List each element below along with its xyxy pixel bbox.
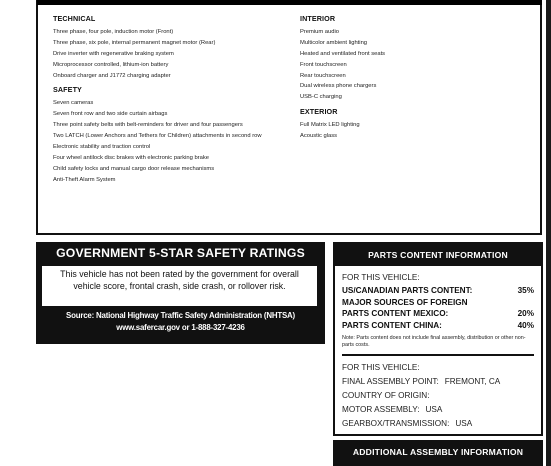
blank-area bbox=[36, 344, 325, 466]
gearbox-value: USA bbox=[455, 419, 473, 428]
feature-item: Three point safety belts with belt-reminders for driver and four passengers bbox=[53, 122, 243, 129]
parts-content-body bbox=[342, 273, 534, 431]
source-line: www.safercar.gov or 1-888-327-4236 bbox=[116, 322, 245, 332]
feature-item: Full Matrix LED lighting bbox=[300, 122, 360, 129]
feature-item: Three phase, six pole, internal permanent magnet motor (Rear) bbox=[53, 39, 216, 46]
features-header-bar bbox=[37, 0, 542, 5]
feature-item: Seven cameras bbox=[53, 100, 94, 107]
interior-heading: INTERIOR bbox=[300, 14, 336, 23]
technical-heading: TECHNICAL bbox=[53, 14, 96, 23]
feature-item: Two LATCH (Lower Anchors and Tethers for Children) attachments in second row bbox=[53, 133, 262, 140]
feature-item: Acoustic glass bbox=[300, 133, 338, 140]
government-ratings-notice: This vehicle has not been rated by the government for overall vehicle score, frontal crash, side crash, or rollover risk. bbox=[42, 266, 317, 306]
motor-assembly-value: USA bbox=[425, 405, 443, 414]
china-row bbox=[342, 320, 534, 332]
feature-item: Seven front row and two side curtain airbags bbox=[53, 111, 168, 118]
government-ratings-panel bbox=[36, 242, 325, 466]
exterior-heading: EXTERIOR bbox=[300, 107, 338, 117]
china-label: PARTS CONTENT CHINA: bbox=[342, 320, 442, 330]
features-left-column bbox=[53, 15, 303, 188]
country-origin-label: COUNTRY OF ORIGIN: bbox=[342, 391, 430, 400]
mexico-row bbox=[342, 308, 534, 320]
government-ratings-source bbox=[36, 310, 325, 333]
feature-item: Onboard charger and J1772 charging adapter bbox=[53, 72, 171, 79]
government-ratings-title: GOVERNMENT 5-STAR SAFETY RATINGS bbox=[56, 246, 305, 260]
feature-item: Child safety locks and manual cargo door release mechanisms bbox=[53, 165, 215, 172]
parts-content-panel bbox=[333, 242, 543, 436]
feature-item: Three phase, four pole, induction motor (Front) bbox=[53, 29, 174, 35]
feature-item: Microprocessor controlled, lithium-ion battery bbox=[53, 61, 169, 68]
feature-item: Heated and ventilated front seats bbox=[300, 50, 386, 57]
feature-item: Dual wireless phone chargers bbox=[300, 83, 377, 90]
feature-item: Anti-Theft Alarm System bbox=[53, 176, 116, 183]
major-sources-label: MAJOR SOURCES OF FOREIGN bbox=[342, 297, 468, 307]
us-canadian-label: US/CANADIAN PARTS CONTENT: bbox=[342, 286, 473, 295]
feature-item: Premium audio bbox=[300, 29, 339, 35]
feature-item: Four wheel antilock disc brakes with electronic parking brake bbox=[53, 155, 209, 162]
parts-content-title: PARTS CONTENT INFORMATION bbox=[335, 244, 541, 266]
source-line: Source: National Highway Traffic Safety Administration (NHTSA) bbox=[66, 311, 295, 320]
features-right-column bbox=[300, 15, 530, 144]
safety-heading: SAFETY bbox=[53, 85, 82, 95]
gearbox-row bbox=[342, 417, 534, 431]
us-canadian-row bbox=[342, 285, 534, 297]
parts-note: Note: Parts content does not include final assembly, distribution or other non-parts costs. bbox=[342, 335, 526, 348]
final-assembly-label: FINAL ASSEMBLY POINT: bbox=[342, 377, 439, 386]
feature-item: Rear touchscreen bbox=[300, 72, 346, 79]
final-assembly-row bbox=[342, 375, 534, 389]
for-vehicle-label-2: FOR THIS VEHICLE: bbox=[342, 363, 420, 372]
standard-features-panel bbox=[36, 0, 542, 235]
feature-item: USB-C charging bbox=[300, 94, 342, 101]
mexico-label: PARTS CONTENT MEXICO: bbox=[342, 309, 449, 318]
gearbox-label: GEARBOX/TRANSMISSION: bbox=[342, 419, 450, 428]
divider bbox=[342, 354, 534, 356]
feature-item: Electronic stability and traction control bbox=[53, 144, 151, 151]
us-canadian-value: 35% bbox=[517, 286, 534, 295]
additional-assembly-panel bbox=[333, 440, 543, 466]
for-vehicle-label: FOR THIS VEHICLE: bbox=[342, 273, 420, 282]
page-edge bbox=[546, 0, 551, 466]
final-assembly-value: FREMONT, CA bbox=[444, 377, 501, 386]
additional-assembly-title: ADDITIONAL ASSEMBLY INFORMATION bbox=[352, 447, 524, 457]
feature-item: Front touchscreen bbox=[300, 61, 347, 68]
china-value: 40% bbox=[517, 320, 534, 330]
motor-assembly-label: MOTOR ASSEMBLY: bbox=[342, 405, 420, 414]
motor-assembly-row bbox=[342, 403, 534, 417]
mexico-value: 20% bbox=[517, 309, 534, 318]
feature-item: Multicolor ambient lighting bbox=[300, 39, 368, 46]
feature-item: Drive inverter with regenerative braking system bbox=[53, 50, 174, 57]
